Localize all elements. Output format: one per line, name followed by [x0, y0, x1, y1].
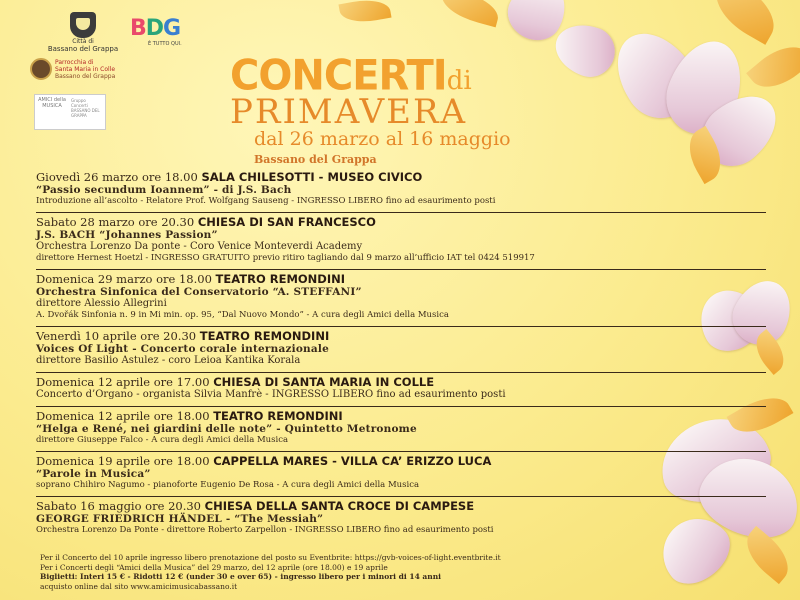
event-detail: direttore Basilio Astulez - coro Leioa Kantika Korala	[36, 355, 301, 366]
amici-logo-left: AMICI della MUSICA	[35, 95, 69, 129]
parish-seal-icon	[30, 58, 52, 80]
event-item	[36, 406, 780, 446]
event-venue: CHIESA DELLA SANTA CROCE DI CAMPESE	[204, 499, 475, 513]
sponsor-logos	[30, 12, 240, 132]
title-di: di	[446, 66, 472, 96]
city-logo-name: Bassano del Grappa	[47, 45, 119, 53]
event-detail: GEORGE FRIEDRICH HÄNDEL - “The Messiah”	[36, 513, 324, 525]
event-detail: Concerto d’Organo - organista Silvia Manfrè - INGRESSO LIBERO fino ad esaurimento posti	[36, 389, 506, 400]
event-venue: TEATRO REMONDINI	[213, 409, 343, 423]
event-venue: TEATRO REMONDINI	[215, 272, 346, 286]
event-detail: “Parole in Musica”	[36, 468, 151, 480]
event-item	[36, 372, 780, 401]
event-item	[36, 326, 780, 367]
bdg-letter-b: B	[130, 16, 146, 41]
divider	[36, 451, 766, 452]
event-datetime: Domenica 29 marzo ore 18.00	[36, 272, 212, 286]
event-venue: TEATRO REMONDINI	[199, 329, 330, 343]
footer-line: Per i Concerti degli “Amici della Musica” del 29 marzo, del 12 aprile (ore 18.00) e 19 aprile	[40, 562, 388, 572]
event-venue: CHIESA DI SANTA MARIA IN COLLE	[213, 375, 435, 389]
parish-line-2: Santa Maria in Colle	[55, 65, 116, 73]
bdg-tagline: È TUTTO QUI.	[148, 41, 182, 47]
event-item	[36, 170, 780, 207]
title-place: Bassano del Grappa	[254, 153, 377, 166]
event-detail: Introduzione all’ascolto - Relatore Prof. Wolfgang Sauseng - INGRESSO LIBERO fino ad esaurimento posti	[36, 196, 496, 206]
bdg-letter-d: D	[145, 16, 164, 41]
event-detail: Orchestra Lorenzo Da Ponte - direttore Roberto Zarpellon - INGRESSO LIBERO fino ad esaurimento posti	[36, 525, 494, 535]
divider	[36, 212, 766, 213]
event-datetime: Sabato 28 marzo ore 20.30	[36, 215, 195, 229]
event-datetime: Domenica 12 aprile ore 17.00	[36, 375, 210, 389]
event-detail: direttore Giuseppe Falco - A cura degli Amici della Musica	[36, 435, 289, 445]
title-block	[230, 51, 630, 166]
event-venue: CAPPELLA MARES - VILLA CA’ ERIZZO LUCA	[213, 454, 492, 468]
city-logo-sub: Città di	[72, 38, 94, 45]
event-detail: J.S. BACH “Johannes Passion”	[36, 229, 218, 241]
divider	[36, 496, 766, 497]
footer-line: Biglietti: Interi 15 € - Ridotti 12 € (under 30 e over 65) - ingresso libero per i minori di 14 anni	[40, 572, 442, 581]
footer-notes	[40, 553, 780, 591]
event-item	[36, 269, 780, 321]
divider	[36, 372, 766, 373]
event-venue: CHIESA DI SAN FRANCESCO	[197, 215, 376, 229]
parish-line-3: Bassano del Grappa	[55, 72, 116, 80]
footer-line: Per il Concerto del 10 aprile ingresso libero prenotazione del posto su Eventbrite: https://gvb-voices-of-light.eventbrite.it	[40, 553, 501, 562]
event-detail: A. Dvořák Sinfonia n. 9 in Mi min. op. 95, “Dal Nuovo Mondo” - A cura degli Amici della Musica	[36, 310, 449, 320]
parish-line-1: Parrocchia di	[55, 58, 94, 66]
parish-logo	[30, 58, 115, 80]
event-detail: Voices Of Light - Concerto corale internazionale	[36, 343, 329, 355]
event-datetime: Domenica 12 aprile ore 18.00	[36, 409, 210, 423]
amici-musica-logo	[34, 94, 106, 130]
event-detail: direttore Alessio Allegrini	[36, 298, 167, 309]
event-detail: soprano Chihiro Nagumo - pianoforte Eugenio De Rosa - A cura degli Amici della Musica	[36, 480, 420, 490]
event-datetime: Giovedì 26 marzo ore 18.00	[36, 170, 198, 184]
event-detail: direttore Hernest Hoetzl - INGRESSO GRATUITO previo ritiro tagliando dal 9 marzo all’ufficio IAT tel 0424 519917	[36, 253, 535, 263]
event-item	[36, 451, 780, 491]
city-logo	[38, 12, 128, 53]
event-list	[36, 170, 780, 541]
event-datetime: Domenica 19 aprile ore 18.00	[36, 454, 210, 468]
event-detail: “Helga e René, nei giardini delle note” - Quintetto Metronome	[36, 423, 417, 435]
event-detail: Orchestra Sinfonica del Conservatorio “A. STEFFANI”	[36, 286, 362, 298]
event-detail: Orchestra Lorenzo Da ponte - Coro Venice Monteverdi Academy	[36, 241, 363, 252]
bdg-logo	[130, 16, 182, 47]
event-datetime: Sabato 16 maggio ore 20.30	[36, 499, 201, 513]
divider	[36, 269, 766, 270]
event-datetime: Venerdì 10 aprile ore 20.30	[36, 329, 197, 343]
city-crest-icon	[70, 12, 96, 38]
title-dates: dal 26 marzo al 16 maggio	[254, 128, 511, 150]
divider	[36, 406, 766, 407]
footer-line: acquisto online dal sito www.amicimusicabassano.it	[40, 581, 238, 591]
title-primavera: PRIMAVERA	[230, 92, 468, 132]
amici-logo-right: Gruppo Concerti BASSANO DEL GRAPPA	[71, 98, 100, 118]
divider	[36, 326, 766, 327]
title-concerti: CONCERTI	[230, 51, 447, 101]
event-venue: SALA CHILESOTTI - MUSEO CIVICO	[201, 170, 423, 184]
event-detail: “Passio secundum Ioannem” - di J.S. Bach	[36, 184, 292, 196]
event-item	[36, 212, 780, 264]
event-item	[36, 496, 780, 536]
bdg-letter-g: G	[163, 16, 181, 41]
